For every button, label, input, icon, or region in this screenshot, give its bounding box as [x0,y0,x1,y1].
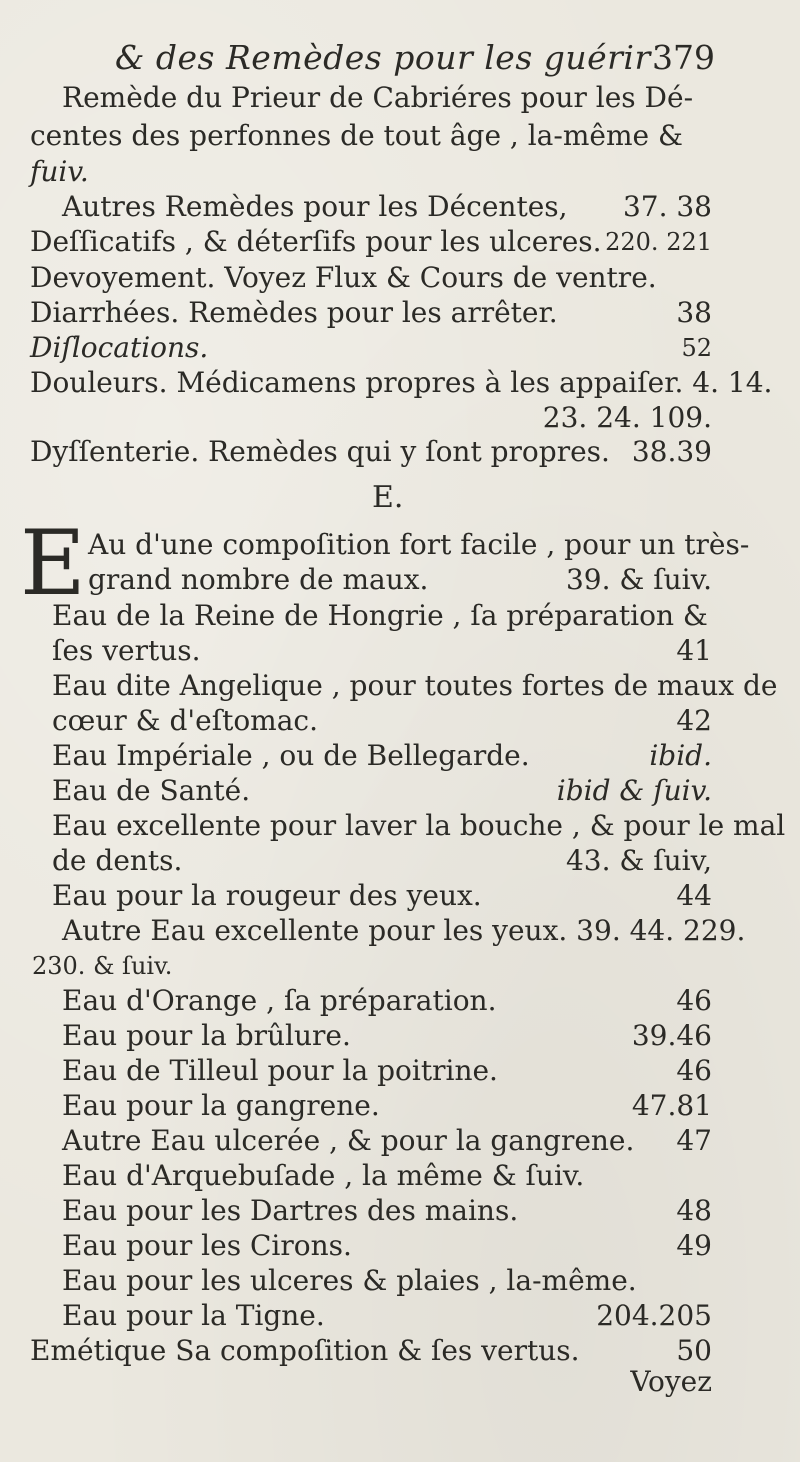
index-line: Autre Eau excellente pour les yeux. 39. 44. 229. [62,914,746,947]
index-line: ſes vertus. 41 [52,634,712,667]
index-line: Eau de Santé. ibid & ſuiv. [52,774,712,807]
index-line: Eau pour la brûlure. 39.46 [62,1019,712,1052]
index-line: grand nombre de maux. 39. & ſuiv. [88,563,712,596]
index-line: Remède du Prieur de Cabriéres pour les Dé- [62,81,694,114]
page-number: 379 [652,38,715,77]
index-line: de dents. 43. & ſuiv, [52,844,712,877]
index-line: Eau pour la Tigne. 204.205 [62,1299,712,1332]
index-line: Diſlocations. 52 [30,331,712,364]
index-line: Au d'une compoſition fort facile , pour un très- [88,528,750,561]
index-line: Devoyement. Voyez Flux & Cours de ventre. [30,261,657,294]
index-line: Eau pour les Cirons. 49 [62,1229,712,1262]
index-line: Autre Eau ulcerée , & pour la gangrene. 47 [62,1124,712,1157]
index-line: Eau excellente pour laver la bouche , & pour le mal [52,809,786,842]
section-heading: E. [372,480,404,515]
catchword-line: Voyez [630,1365,712,1398]
index-line: Diarrhées. Remèdes pour les arrêter. 38 [30,296,712,329]
index-line: Douleurs. Médicamens propres à les appaiſer. 4. 14. [30,366,773,399]
index-line: Dyſſenterie. Remèdes qui y ſont propres. 38.39 [30,435,712,468]
index-line: Eau d'Orange , ſa préparation. 46 [62,984,712,1017]
drop-cap: E [20,511,86,616]
index-line: cœur & d'eſtomac. 42 [52,704,712,737]
running-title: & des Remèdes pour les guérir [115,38,651,77]
index-line: 23. 24. 109. [542,401,712,434]
index-line: Emétique Sa compoſition & ſes vertus. 50 [30,1334,712,1367]
index-line: Eau pour la gangrene. 47.81 [62,1089,712,1122]
index-line: Eau de Tilleul pour la poitrine. 46 [62,1054,712,1087]
index-line: fuiv. [30,155,89,188]
index-line: centes des perfonnes de tout âge , la-même & [30,119,683,152]
index-line: Deſſicatifs , & déterſifs pour les ulceres. 220. 221 [30,225,712,258]
index-line: 230. & ſuiv. [32,952,173,980]
index-line: Autres Remèdes pour les Décentes, 37. 38 [62,190,712,223]
index-line: Eau d'Arquebuſade , la même & ſuiv. [62,1159,585,1192]
index-line: Eau de la Reine de Hongrie , ſa préparation & [52,599,708,632]
index-line: Eau pour les ulceres & plaies , la-même. [62,1264,637,1297]
index-line: Eau pour la rougeur des yeux. 44 [52,879,712,912]
index-line: Eau dite Angelique , pour toutes fortes de maux de [52,669,778,702]
index-line: Eau Impériale , ou de Bellegarde. ibid. [52,739,712,772]
index-line: Eau pour les Dartres des mains. 48 [62,1194,712,1227]
